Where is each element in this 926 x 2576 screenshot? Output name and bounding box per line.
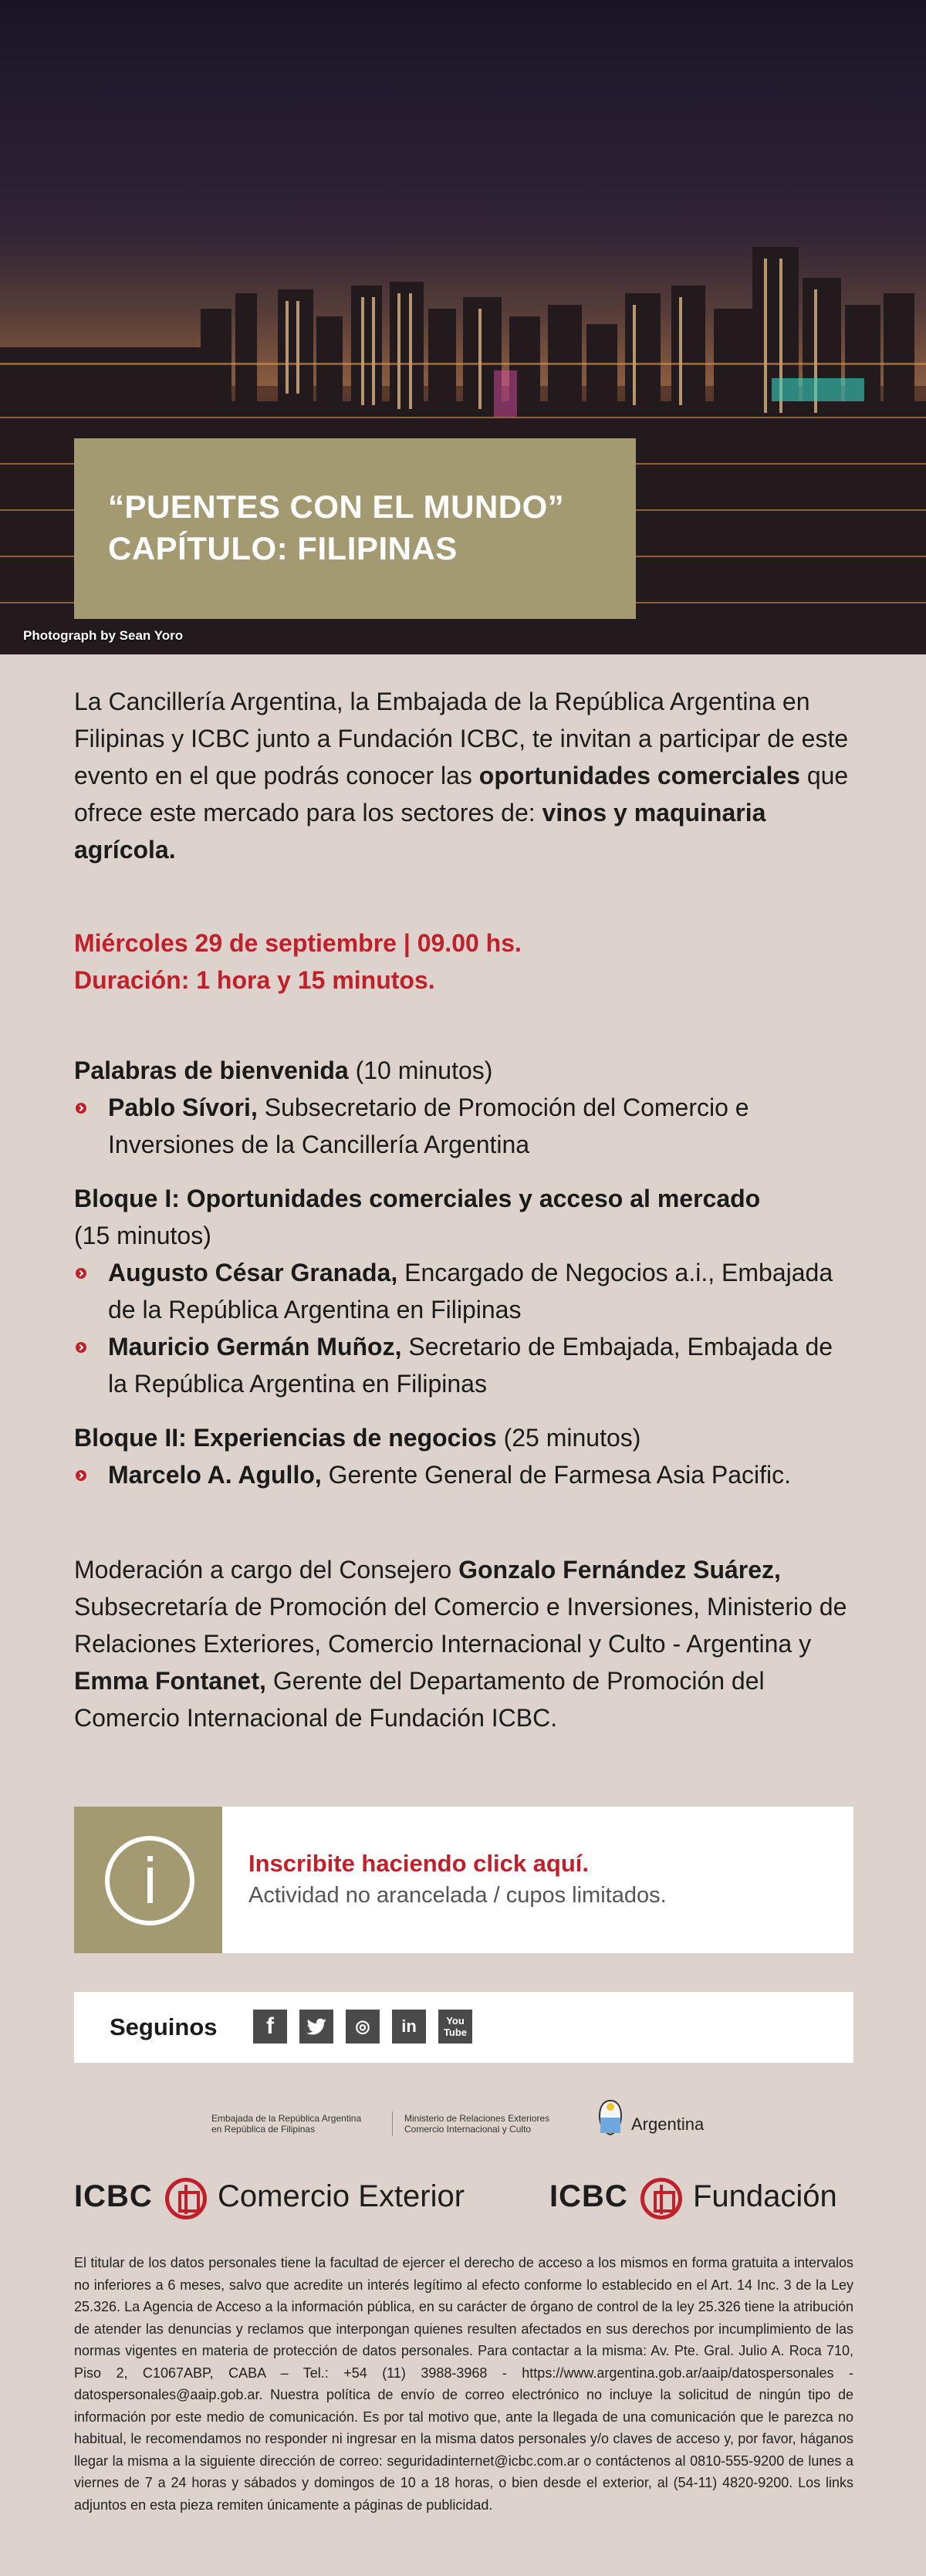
moderation-paragraph: Moderación a cargo del Consejero Gonzalo Fernández Suárez, Subsecretaría de Promoción del Comercio e Inversiones, Ministerio de Relaciones Exteriores, Comercio Internacional y Culto - Argentina y Emma Fontanet, Gerente del Departamento de Promoción del Comercio Internacional de Fundación ICBC. [74,1556,847,1732]
agenda-block-1: Bloque I: Oportunidades comerciales y acceso al mercado [74,1185,761,1212]
social-label: Seguinos [110,2013,218,2040]
event-title-box [74,438,636,619]
event-details [74,925,853,999]
icbc-fundacion-logo: ICBC [549,2179,628,2213]
agenda-speaker: Pablo Sívori, Subsecretario de Promoción del Comercio e Inversiones de la Cancillería Argentina [74,1089,853,1163]
event-duration: Duración: 1 hora y 15 minutos. [74,966,435,994]
twitter-icon[interactable] [299,2010,333,2044]
agenda-welcome: Palabras de bienvenida (10 minutos) [74,1056,493,1084]
bullet-chevron-icon [76,1268,86,1279]
title-line-2: CAPÍTULO: FILIPINAS [108,530,458,566]
ministry-logo: Ministerio de Relaciones Exteriores Comercio Internacional y Culto [404,2113,550,2135]
fundacion-text: Fundación [693,2179,837,2213]
hero-banner [0,0,926,654]
agenda-speaker: Marcelo A. Agullo, Gerente General de Farmesa Asia Pacific. [74,1456,853,1493]
social-bar [74,1992,853,2063]
event-date: Miércoles 29 de septiembre | 09.00 hs. [74,929,522,957]
logo-divider [392,2111,393,2136]
info-icon-panel [74,1807,222,1953]
register-link[interactable]: Inscribite haciendo click aquí. [248,1850,590,1877]
youtube-icon[interactable]: You Tube [438,2010,472,2044]
linkedin-icon[interactable]: in [392,2010,426,2044]
register-note: Actividad no arancelada / cupos limitados. [248,1883,667,1908]
facebook-icon[interactable]: f [253,2010,287,2044]
event-title [108,486,564,570]
argentina-logo-text: Argentina [631,2115,705,2134]
agenda-speaker: Mauricio Germán Muñoz, Secretario de Embajada, Embajada de la República Argentina en Filipinas [74,1328,853,1402]
bullet-chevron-icon [76,1103,86,1114]
agenda-block-1-time: (15 minutos) [74,1222,211,1249]
comercio-exterior-text: Comercio Exterior [218,2179,465,2213]
info-icon [105,1836,194,1925]
register-box[interactable] [74,1807,853,1953]
title-line-1: “PUENTES CON EL MUNDO” [108,488,565,525]
agenda [74,1052,853,1493]
agenda-speaker: Augusto César Granada, Encargado de Negocios a.i., Embajada de la República Argentina en Filipinas [74,1254,853,1328]
bullet-chevron-icon [76,1342,86,1353]
embassy-logo: Embajada de la República Argentina en República de Filipinas [211,2113,362,2135]
bullet-chevron-icon [76,1470,86,1481]
intro-paragraph: La Cancillería Argentina, la Embajada de la República Argentina en Filipinas y ICBC junto a Fundación ICBC, te invitan a participar de este evento en el que podrás conocer las oportunidades comerciales que ofrece este mercado para los sectores de: vinos y maquinaria agrícola. [74,688,849,864]
legal-disclaimer: El titular de los datos personales tiene la facultad de ejercer el derecho de acceso a los mismos en forma gratuita a intervalos no inferiores a 6 meses, salvo que acredite un interés legítimo al efecto conforme lo establecido en el Art. 14 Inc. 3 de la Ley 25.326. La Agencia de Acceso a la información pública, en su carácter de órgano de control de la ley 25.326 tiene la atribución de atender las denuncias y reclamos que interpongan quienes resulten afectados en sus derechos por incumplimiento de las normas vigentes en materia de protección de datos personales. Para contactar a la misma: Av. Pte. Gral. Julio A. Roca 710, Piso 2, C1067ABP, CABA – Tel.: +54 (11) 3988-3968 - https://www.argentina.gob.ar/aaip/datospersonales - datospersonales@aaip.gob.ar. Nuestra política de envío de correo electrónico no incluye la solicitud de ningún tipo de información por este medio de comunicación. Es por tal motivo que, ante la llegada de una comunicación que le parezca no habitual, le recomendamos no responder ni ingresar en la misma datos personales y/o claves de acceso y, por favor, háganos llegar la misma a la siguiente dirección de correo: seguridadinternet@icbc.com.ar o contáctenos al 0810-555-9200 de lunes a viernes de 7 a 24 horas y sábados y domingos de 10 a 18 horas, o bien desde el exterior, al (54-11) 4820-9200. Los links adjuntos en esta pieza remiten únicamente a páginas de publicidad. [74,2255,853,2513]
icbc-comercio-exterior-logo: ICBC [74,2179,153,2213]
icbc-mark-icon [640,2178,682,2219]
photo-credit: Photograph by Sean Yoro [23,628,184,643]
icbc-mark-icon [165,2178,207,2219]
argentina-shield-icon [597,2099,624,2136]
agenda-block-2: Bloque II: Experiencias de negocios (25 minutos) [74,1424,641,1452]
instagram-icon[interactable]: ◎ [346,2010,380,2044]
